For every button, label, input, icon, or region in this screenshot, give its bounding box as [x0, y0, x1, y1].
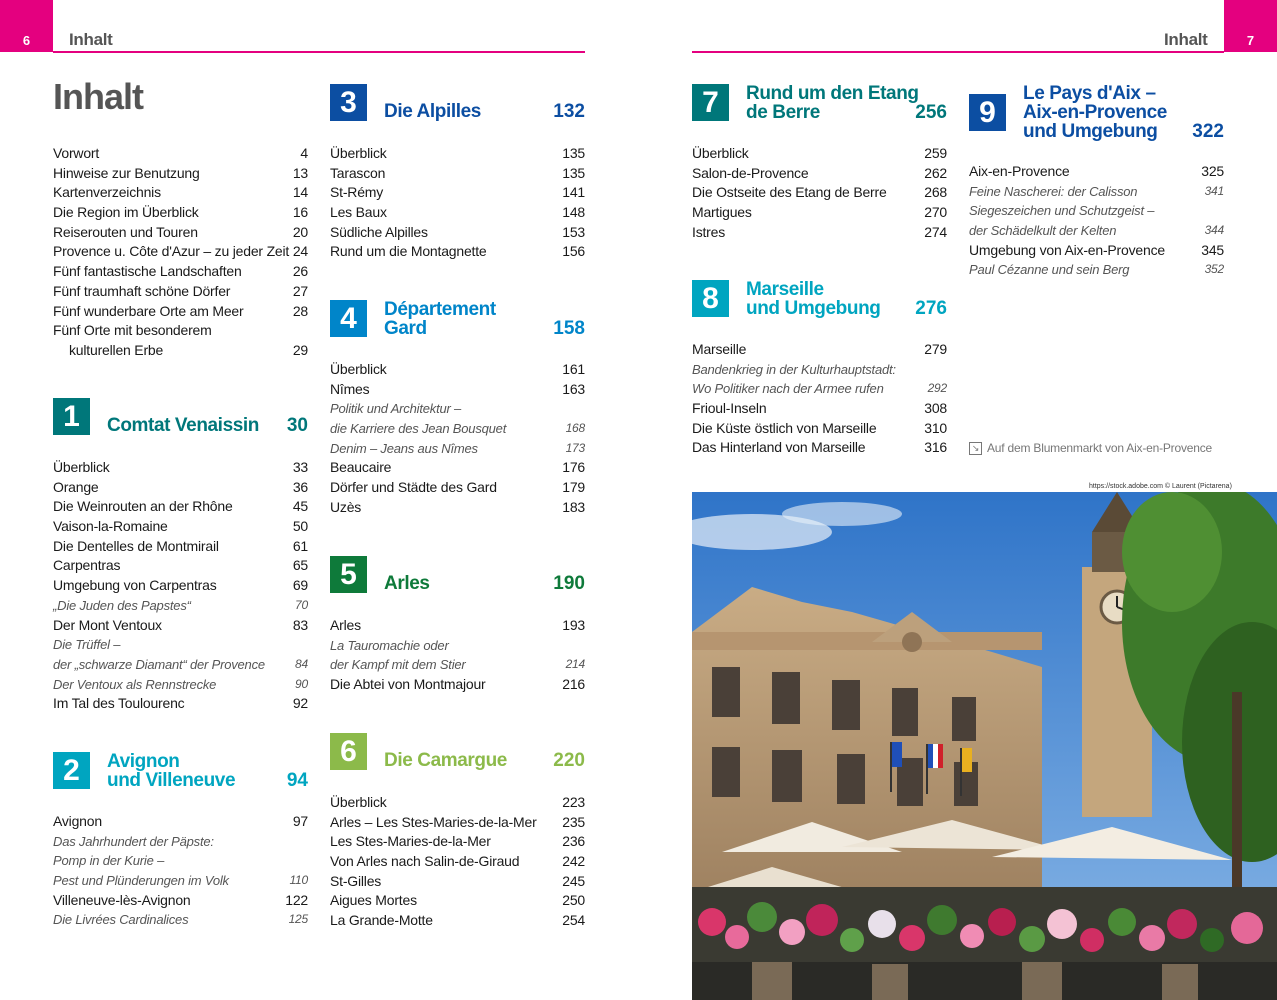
toc-entry	[692, 164, 947, 184]
chapter-title	[746, 280, 881, 318]
chapter-heading	[692, 84, 947, 124]
toc-entry-title: Hinweise zur Benutzung	[53, 164, 200, 181]
chapter-page: 132	[553, 101, 585, 122]
toc-entry	[692, 144, 947, 164]
toc-entry-page: 83	[292, 616, 308, 633]
toc-entry	[53, 282, 308, 302]
toc-entry	[53, 458, 308, 478]
toc-entry	[330, 242, 585, 262]
toc-entry	[330, 793, 585, 813]
toc-entry-title: Von Arles nach Salin-de-Giraud	[330, 853, 520, 870]
toc-entry-page: 125	[288, 912, 308, 927]
toc-entry-title: Frioul-Inseln	[692, 400, 767, 417]
toc-entry	[330, 813, 585, 833]
toc-entry	[53, 497, 308, 517]
toc-entry-title: Überblick	[330, 794, 387, 810]
toc-entry-page: 13	[292, 164, 308, 181]
photo-caption-text: Auf dem Blumenmarkt von Aix-en-Provence	[987, 441, 1212, 455]
toc-entry	[330, 616, 585, 636]
toc-entry-title: Das Hinterland von Marseille	[692, 439, 866, 456]
chapter-page: 94	[286, 770, 308, 791]
toc-entry-page: 250	[562, 892, 585, 909]
chapter-title-line: Arles	[384, 573, 430, 594]
toc-entry-title: Fünf fantastische Landschaften	[53, 263, 242, 280]
toc-entry-page: 70	[295, 597, 308, 612]
toc-entry-page: 193	[562, 617, 585, 633]
toc-entry	[330, 144, 585, 164]
toc-entry	[330, 832, 585, 852]
toc-entry-title: Aix-en-Provence	[969, 163, 1070, 179]
photo-credit: https://stock.adobe.com © Laurent (Pictarena)	[1089, 483, 1232, 490]
toc-entry-page: 29	[292, 341, 308, 358]
toc-entry-page: 4	[300, 145, 308, 161]
toc-entry-page: 141	[562, 184, 585, 201]
chapter-number-badge: 3	[330, 84, 367, 121]
toc-entry-title: St-Rémy	[330, 184, 384, 201]
toc-entry	[53, 517, 308, 537]
toc-entry-title: La Grande-Motte	[330, 912, 433, 929]
chapter-title	[384, 102, 481, 121]
toc-entry-page: 268	[924, 184, 947, 201]
market-photo-image	[692, 492, 1277, 1000]
toc-entry-page: 122	[285, 891, 308, 908]
toc-entry-title: Die Ostseite des Etang de Berre	[692, 184, 887, 201]
toc-entry-page: 14	[292, 184, 308, 201]
toc-entry-page: 16	[292, 204, 308, 221]
toc-entry	[53, 478, 308, 498]
chapter-entries	[692, 144, 947, 242]
toc-entry	[53, 576, 308, 596]
toc-entry-title: Vorwort	[53, 145, 100, 161]
chapter-5	[330, 556, 585, 695]
chapter-entries	[330, 616, 585, 695]
toc-entry-title: Denim – Jeans aus Nîmes	[330, 440, 478, 456]
chapter-entries	[692, 340, 947, 458]
toc-entry-page: 214	[565, 657, 585, 672]
toc-entry	[692, 203, 947, 223]
chapter-title-line: Gard	[384, 318, 427, 339]
chapter-number-badge: 8	[692, 280, 729, 317]
toc-entry-page: 153	[562, 223, 585, 240]
toc-entry	[53, 321, 308, 341]
chapter-title-line: und Umgebung	[1023, 121, 1158, 142]
running-head-left: Inhalt	[69, 30, 113, 49]
chapter-title-line: Comtat Venaissin	[107, 415, 259, 436]
toc-entry-page: 65	[292, 557, 308, 574]
toc-entry	[969, 260, 1224, 280]
toc-entry-title: Bandenkrieg in der Kulturhauptstadt:	[692, 361, 896, 377]
toc-entry	[692, 183, 947, 203]
toc-entry	[330, 655, 585, 675]
chapter-entries	[969, 162, 1224, 280]
chapter-number-badge: 4	[330, 300, 367, 337]
chapter-title	[746, 84, 919, 122]
toc-entry-title: Pomp in der Kurie –	[53, 853, 165, 869]
chapter-page: 190	[553, 573, 585, 594]
toc-entry	[330, 360, 585, 380]
toc-entry	[330, 458, 585, 478]
toc-entry-page: 176	[562, 459, 585, 476]
toc-entry	[330, 380, 585, 400]
toc-entry	[330, 891, 585, 911]
chapter-title	[1023, 84, 1167, 141]
toc-entry-title: Nîmes	[330, 380, 370, 397]
chapter-title-line: Rund um den Etang	[746, 83, 919, 104]
toc-entry-title: La Tauromachie oder	[330, 637, 449, 653]
toc-entry-page: 97	[292, 813, 308, 829]
chapter-8	[692, 280, 947, 458]
toc-entry-title: der Kampf mit dem Stier	[330, 657, 466, 673]
intro-list	[53, 144, 308, 361]
toc-entry-title: die Karriere des Jean Bousquet	[330, 421, 507, 437]
toc-entry	[53, 675, 308, 695]
toc-entry	[330, 164, 585, 184]
chapter-title	[384, 574, 430, 593]
toc-entry-page: 173	[565, 440, 585, 455]
toc-entry	[692, 438, 947, 458]
chapter-entries	[53, 458, 308, 714]
toc-entry-page: 69	[292, 577, 308, 594]
toc-entry-page: 316	[924, 439, 947, 456]
toc-entry	[969, 182, 1224, 202]
toc-entry	[53, 537, 308, 557]
toc-entry	[330, 419, 585, 439]
toc-entry	[53, 871, 308, 891]
toc-entry	[692, 379, 947, 399]
toc-entry	[53, 164, 308, 184]
toc-entry	[969, 201, 1224, 221]
header-rule-left	[53, 51, 585, 53]
chapter-entries	[53, 812, 308, 930]
toc-entry-title: kulturellen Erbe	[69, 341, 164, 358]
toc-entry	[53, 851, 308, 871]
toc-entry	[330, 852, 585, 872]
chapter-page: 220	[553, 750, 585, 771]
toc-entry-title: „Die Juden des Papstes“	[53, 597, 191, 613]
toc-entry	[53, 910, 308, 930]
toc-entry-title: Avignon	[53, 813, 102, 829]
toc-entry-page: 274	[924, 223, 947, 240]
chapter-title	[107, 752, 235, 790]
toc-entry-page: 345	[1201, 241, 1224, 258]
toc-entry-title: Fünf wunderbare Orte am Meer	[53, 302, 244, 319]
toc-entry-page: 242	[562, 853, 585, 870]
toc-entry-page: 110	[289, 873, 308, 888]
toc-entry	[53, 812, 308, 832]
toc-entry-title: Beaucaire	[330, 459, 392, 476]
toc-entry-page: 168	[565, 421, 585, 436]
page-title: Inhalt	[53, 76, 143, 117]
toc-entry	[53, 183, 308, 203]
toc-entry	[53, 694, 308, 714]
toc-entry-title: Fünf Orte mit besonderem	[53, 322, 212, 339]
toc-entry	[53, 556, 308, 576]
toc-entry	[969, 221, 1224, 241]
chapter-page: 30	[286, 415, 308, 436]
toc-entry-title: Die Livrées Cardinalices	[53, 912, 189, 928]
toc-entry-title: Rund um die Montagnette	[330, 243, 487, 260]
toc-entry-title: Politik und Architektur –	[330, 401, 462, 417]
toc-entry	[969, 241, 1224, 261]
toc-entry-page: 90	[295, 676, 308, 691]
toc-entry-title: Villeneuve-lès-Avignon	[53, 891, 191, 908]
toc-entry-page: 308	[924, 400, 947, 417]
toc-entry-title: Umgebung von Aix-en-Provence	[969, 241, 1165, 258]
chapter-heading	[969, 84, 1224, 142]
toc-entry-page: 26	[292, 263, 308, 280]
chapter-heading	[692, 280, 947, 320]
toc-entry	[53, 223, 308, 243]
toc-entry-title: Les Baux	[330, 204, 387, 221]
toc-entry	[53, 262, 308, 282]
chapter-page: 322	[1192, 121, 1224, 142]
toc-entry-title: Wo Politiker nach der Armee rufen	[692, 381, 884, 397]
toc-entry	[330, 911, 585, 931]
chapter-title-line: Marseille	[746, 279, 824, 300]
chapter-heading	[53, 398, 308, 438]
toc-entry-title: Überblick	[330, 145, 387, 161]
chapter-title-line: Le Pays d'Aix –	[1023, 83, 1156, 104]
chapter-title-line: Die Alpilles	[384, 101, 481, 122]
toc-entry-title: Fünf traumhaft schöne Dörfer	[53, 282, 231, 299]
toc-entry	[53, 144, 308, 164]
toc-entry-page: 352	[1204, 262, 1224, 277]
chapter-entries	[330, 793, 585, 931]
toc-entry-page: 279	[924, 341, 947, 357]
toc-entry-title: Vaison-la-Romaine	[53, 518, 168, 535]
toc-entry	[330, 636, 585, 656]
toc-entry-title: Siegeszeichen und Schutzgeist –	[969, 203, 1155, 219]
toc-entry-page: 179	[562, 479, 585, 496]
toc-entry-page: 61	[292, 537, 308, 554]
toc-entry-page: 28	[292, 302, 308, 319]
toc-entry-page: 325	[1201, 163, 1224, 179]
chapter-title-line: und Umgebung	[746, 298, 881, 319]
toc-entry	[330, 872, 585, 892]
toc-entry-title: Überblick	[53, 459, 110, 475]
toc-entry	[330, 399, 585, 419]
toc-entry-page: 84	[295, 656, 308, 671]
chapter-3	[330, 84, 585, 262]
toc-entry-title: Uzès	[330, 498, 362, 515]
toc-entry	[53, 203, 308, 223]
toc-entry	[53, 655, 308, 675]
chapter-7	[692, 84, 947, 242]
toc-entry	[53, 891, 308, 911]
chapter-heading	[53, 752, 308, 792]
toc-entry-title: Aigues Mortes	[330, 892, 417, 909]
chapter-title	[107, 416, 259, 435]
toc-entry-title: Orange	[53, 478, 99, 495]
toc-entry-page: 183	[562, 498, 585, 515]
toc-entry-title: Les Stes-Maries-de-la-Mer	[330, 833, 491, 850]
toc-entry-page: 236	[562, 833, 585, 850]
toc-entry-page: 36	[292, 478, 308, 495]
chapter-page: 256	[915, 102, 947, 123]
toc-entry-page: 33	[292, 459, 308, 475]
toc-entry-page: 45	[292, 498, 308, 515]
toc-entry-title: Umgebung von Carpentras	[53, 577, 217, 594]
toc-entry-page: 223	[562, 794, 585, 810]
chapter-page: 158	[553, 318, 585, 339]
toc-entry-page: 135	[562, 145, 585, 161]
toc-entry-page: 262	[924, 164, 947, 181]
chapter-number-badge: 9	[969, 94, 1006, 131]
toc-entry	[53, 242, 308, 262]
toc-entry-page: 245	[562, 872, 585, 889]
toc-entry-title: Reiserouten und Touren	[53, 223, 198, 240]
toc-entry-title: Die Dentelles de Montmirail	[53, 537, 219, 554]
toc-entry-page: 235	[562, 813, 585, 830]
toc-entry-page: 344	[1204, 223, 1224, 238]
chapter-title-line: Département	[384, 299, 496, 320]
toc-entry	[53, 832, 308, 852]
chapter-title	[384, 300, 496, 338]
caption-arrow-icon: ↘	[969, 442, 982, 455]
chapter-heading	[330, 84, 585, 124]
market-photo	[692, 492, 1277, 1000]
toc-entry-title: Dörfer und Städte des Gard	[330, 479, 497, 496]
chapter-2	[53, 752, 308, 930]
toc-entry-page: 259	[924, 145, 947, 161]
toc-entry	[53, 341, 308, 361]
toc-entry	[692, 223, 947, 243]
toc-entry-page: 292	[927, 381, 947, 396]
chapter-1	[53, 398, 308, 714]
toc-entry-title: der „schwarze Diamant“ der Provence	[53, 656, 265, 672]
toc-entry-page: 50	[292, 518, 308, 535]
toc-entry	[330, 675, 585, 695]
chapter-title-line: de Berre	[746, 102, 820, 123]
toc-entry-title: Martigues	[692, 204, 752, 221]
chapter-title-line: Aix-en-Provence	[1023, 102, 1167, 123]
chapter-title-line: und Villeneuve	[107, 770, 236, 791]
toc-entry	[53, 596, 308, 616]
toc-entry	[330, 183, 585, 203]
chapter-number-badge: 7	[692, 84, 729, 121]
toc-entry-page: 148	[562, 204, 585, 221]
toc-entry-title: Marseille	[692, 341, 747, 357]
toc-entry	[969, 162, 1224, 182]
toc-entry-page: 163	[562, 380, 585, 397]
toc-entry	[330, 203, 585, 223]
toc-entry	[330, 478, 585, 498]
toc-entry-page: 216	[562, 676, 585, 693]
toc-entry	[692, 399, 947, 419]
chapter-6	[330, 733, 585, 931]
toc-entry-title: Tarascon	[330, 164, 386, 181]
chapter-9	[969, 84, 1224, 280]
toc-entry	[692, 419, 947, 439]
toc-entry-title: Die Abtei von Montmajour	[330, 676, 486, 693]
chapter-heading	[330, 556, 585, 596]
chapter-entries	[330, 144, 585, 262]
chapter-heading	[330, 300, 585, 340]
toc-entry-title: Südliche Alpilles	[330, 223, 428, 240]
toc-entry-title: Die Trüffel –	[53, 637, 121, 653]
toc-entry-page: 20	[292, 223, 308, 240]
page-number-left: 6	[0, 0, 53, 52]
toc-entry-title: Der Mont Ventoux	[53, 616, 162, 633]
toc-entry-title: Überblick	[692, 145, 749, 161]
chapter-heading	[330, 733, 585, 773]
toc-entry	[53, 302, 308, 322]
toc-entry-title: Die Küste östlich von Marseille	[692, 419, 877, 436]
toc-entry-page: 161	[562, 361, 585, 377]
chapter-number-badge: 1	[53, 398, 90, 435]
toc-entry-title: Provence u. Côte d'Azur – zu jeder Zeit	[53, 243, 290, 260]
page-number-right: 7	[1224, 0, 1277, 52]
toc-entry	[330, 223, 585, 243]
toc-entry-page: 341	[1204, 183, 1224, 198]
photo-caption	[969, 441, 1212, 455]
chapter-page: 276	[915, 298, 947, 319]
toc-entry-page: 310	[924, 419, 947, 436]
chapter-title-line: Die Camargue	[384, 750, 507, 771]
chapter-title-line: Avignon	[107, 751, 180, 772]
toc-entry-page: 27	[292, 282, 308, 299]
toc-entry-title: Arles	[330, 617, 361, 633]
chapter-number-badge: 6	[330, 733, 367, 770]
toc-entry-page: 254	[562, 912, 585, 929]
toc-entry-title: Im Tal des Toulourenc	[53, 695, 185, 712]
toc-entry-title: Salon-de-Provence	[692, 164, 809, 181]
toc-entry-title: Das Jahrhundert der Päpste:	[53, 833, 214, 849]
toc-entry-title: Istres	[692, 223, 726, 240]
toc-entry	[330, 498, 585, 518]
toc-entry	[692, 360, 947, 380]
toc-entry	[692, 340, 947, 360]
toc-entry-page: 270	[924, 204, 947, 221]
toc-entry-title: Paul Cézanne und sein Berg	[969, 262, 1130, 278]
toc-entry-title: Carpentras	[53, 557, 121, 574]
toc-entry-title: Überblick	[330, 361, 387, 377]
chapter-number-badge: 5	[330, 556, 367, 593]
chapter-number-badge: 2	[53, 752, 90, 789]
toc-entry	[53, 635, 308, 655]
header-rule-right	[692, 51, 1224, 53]
toc-entry-title: der Schädelkult der Kelten	[969, 223, 1117, 239]
toc-entry	[53, 616, 308, 636]
toc-entry-title: Kartenverzeichnis	[53, 184, 161, 201]
toc-entry-page: 24	[292, 243, 308, 260]
toc-entry-title: St-Gilles	[330, 872, 382, 889]
chapter-entries	[330, 360, 585, 518]
toc-entry	[330, 439, 585, 459]
toc-entry-title: Die Region im Überblick	[53, 204, 199, 221]
toc-entry-page: 92	[292, 695, 308, 712]
toc-entry-title: Die Weinrouten an der Rhône	[53, 498, 233, 515]
toc-entry-title: Pest und Plünderungen im Volk	[53, 873, 229, 889]
chapter-4	[330, 300, 585, 518]
toc-entry-title: Arles – Les Stes-Maries-de-la-Mer	[330, 813, 537, 830]
chapter-title	[384, 751, 507, 770]
toc-entry-page: 135	[562, 164, 585, 181]
toc-entry-title: Feine Nascherei: der Calisson	[969, 183, 1138, 199]
running-head-right: Inhalt	[1164, 30, 1208, 49]
toc-entry-page: 156	[562, 243, 585, 260]
toc-entry-title: Der Ventoux als Rennstrecke	[53, 676, 217, 692]
